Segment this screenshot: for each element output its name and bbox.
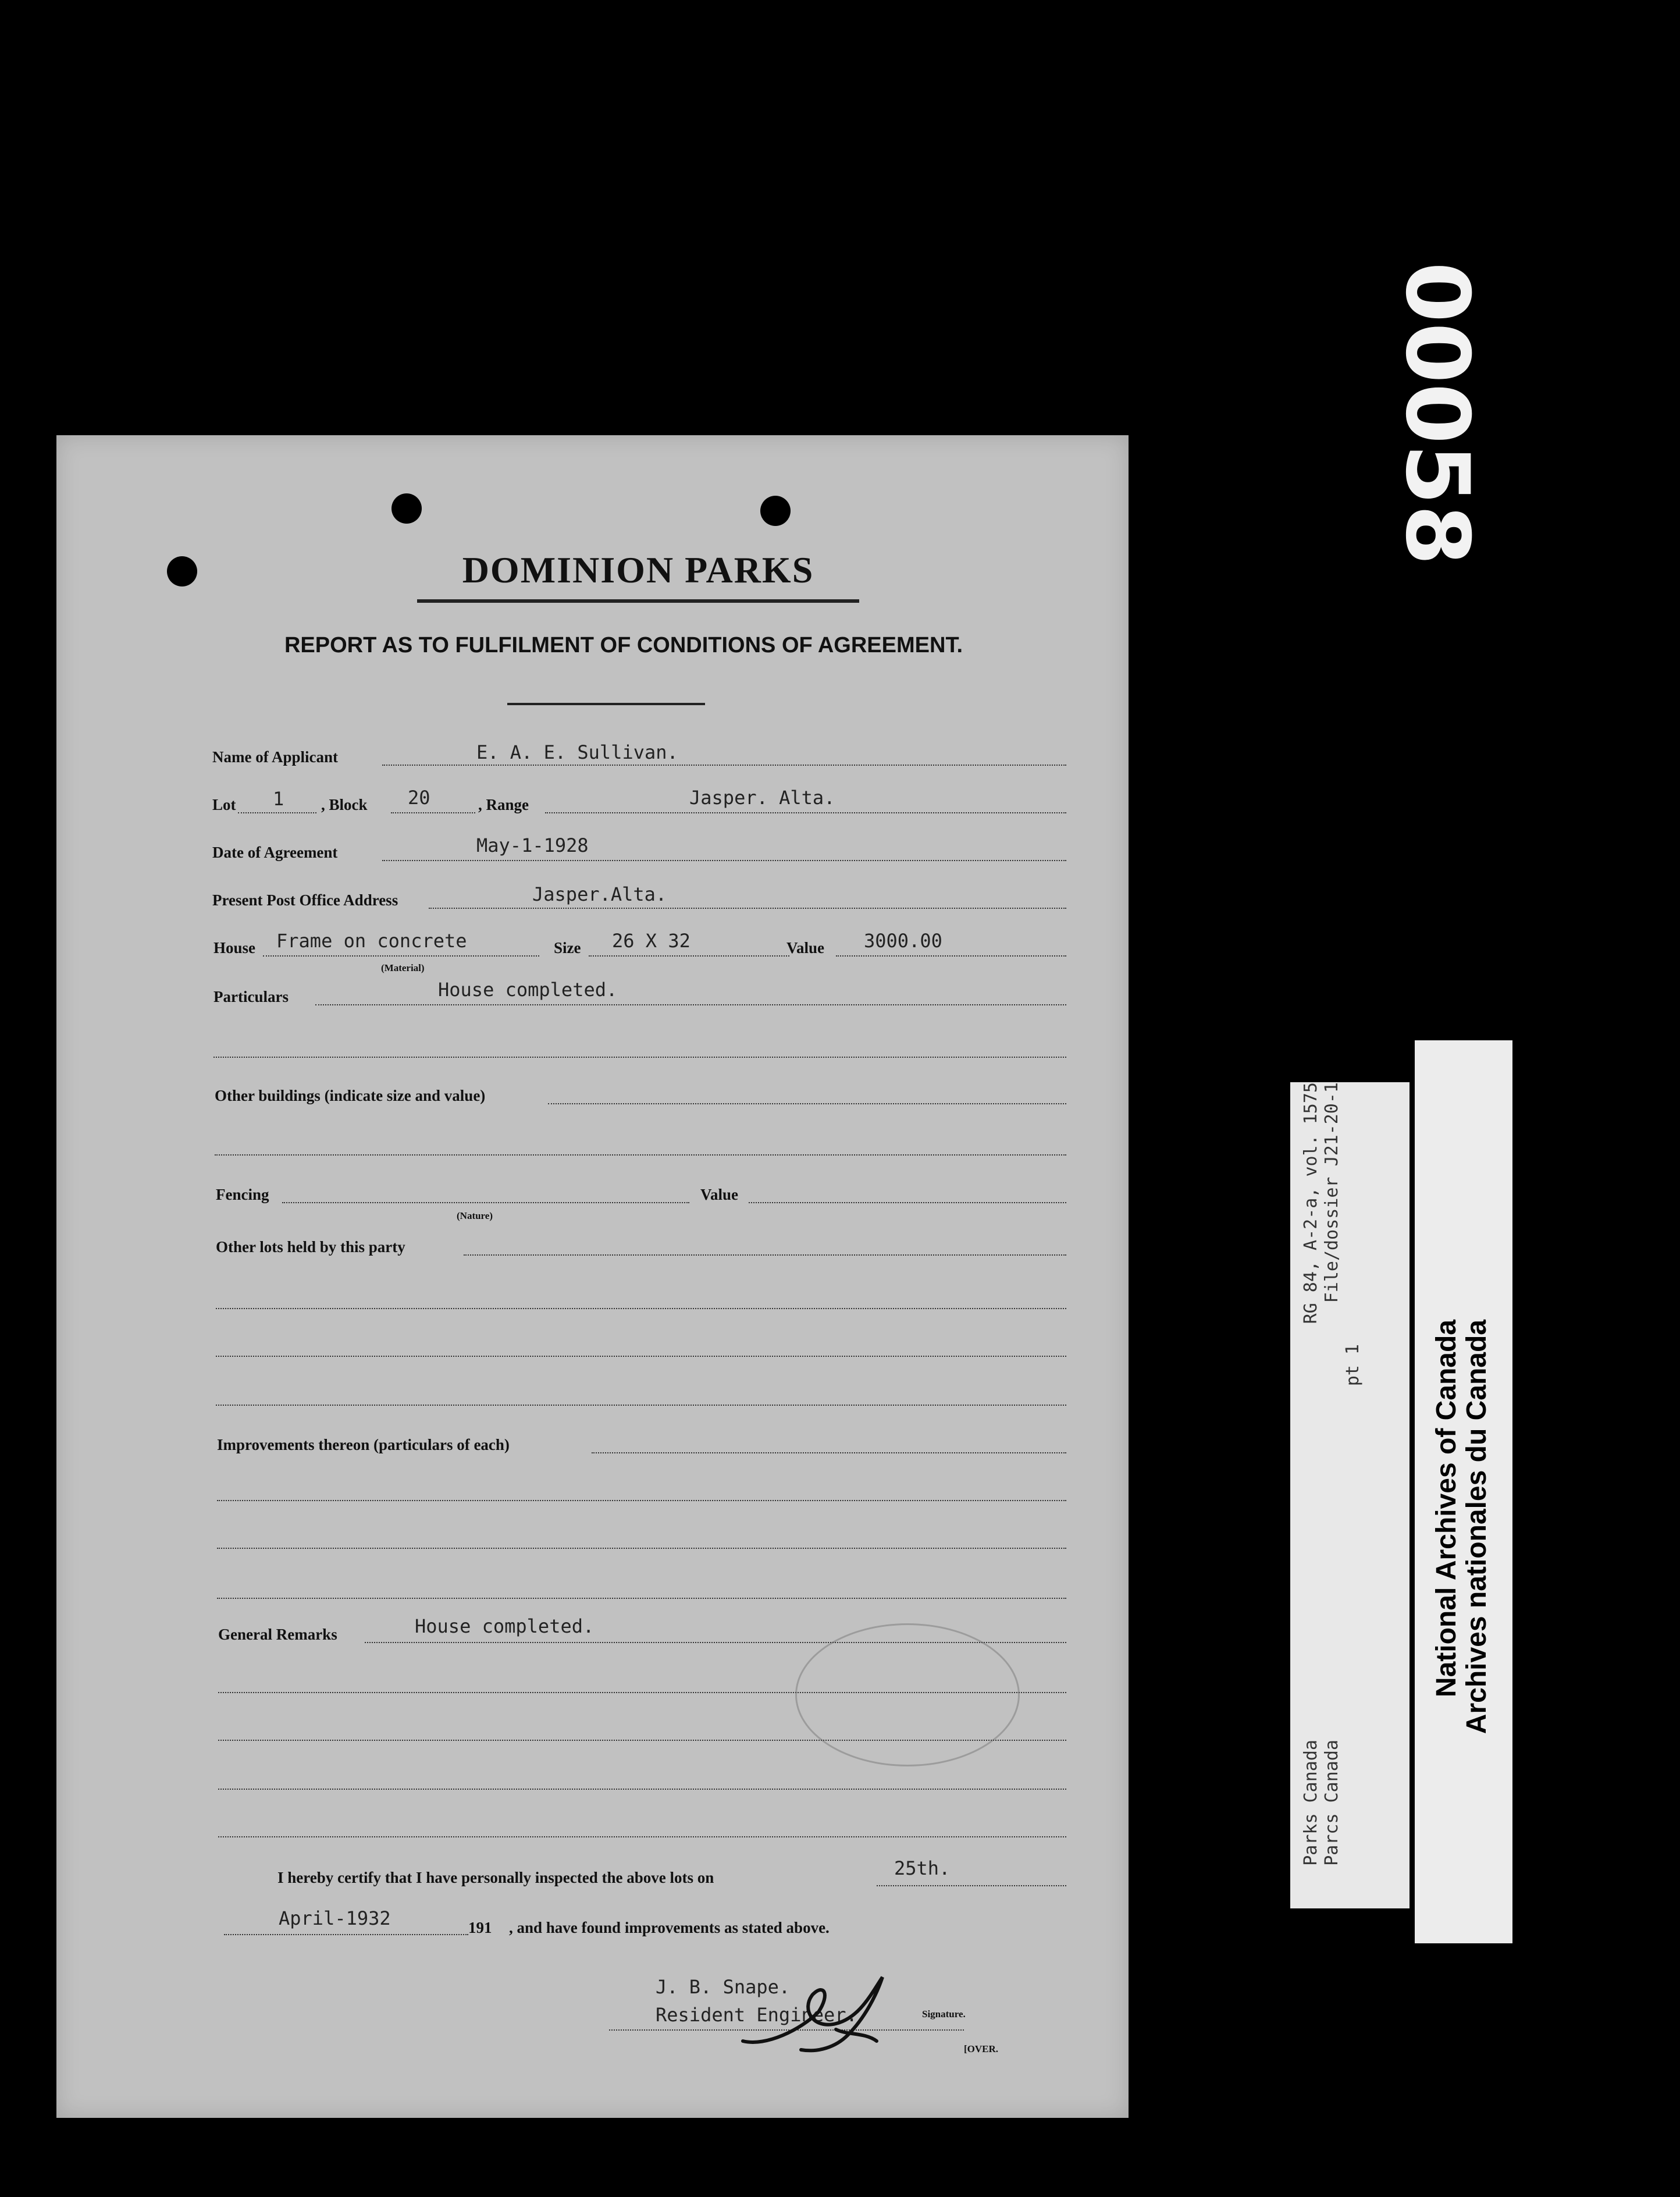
frame-number [1386, 256, 1487, 566]
reference-line-1: RG 84, A-2-a, vol. 1575 [1301, 1082, 1321, 1324]
particulars-label: Particulars [213, 988, 289, 1005]
blank-line [217, 1598, 1066, 1599]
lot-label: Lot [212, 796, 236, 813]
applicant-value: E. A. E. Sullivan. [476, 741, 678, 763]
blank-line [217, 1500, 1066, 1501]
punch-hole [760, 496, 791, 526]
agreement-date-value: May-1-1928 [476, 834, 589, 856]
improvements-line [592, 1452, 1066, 1453]
title-underline [417, 599, 859, 603]
faint-stamp [795, 1623, 1020, 1766]
other-lots-label: Other lots held by this party [216, 1238, 405, 1256]
value-line [836, 955, 1066, 957]
size-value: 26 X 32 [612, 930, 690, 952]
improvements-label: Improvements thereon (particulars of each) [217, 1436, 510, 1453]
fencing-label: Fencing [216, 1186, 269, 1203]
block-line [391, 812, 475, 813]
signature-caption: Signature. [922, 2008, 966, 2020]
inspection-date: April-1932 [279, 1907, 391, 1929]
archives-name-fr: Archives nationales du Canada [1461, 1320, 1492, 1734]
post-office-line [429, 908, 1066, 909]
document-subtitle: REPORT AS TO FULFILMENT OF CONDITIONS OF AGREEMENT. [284, 633, 963, 657]
document-title: DOMINION PARKS [462, 549, 814, 591]
lot-line [238, 812, 316, 813]
report-document [56, 435, 1129, 2118]
divider [507, 703, 705, 705]
house-line [263, 955, 539, 957]
frame-number-text: 00058 [1386, 262, 1487, 566]
fencing-value-line [749, 1202, 1066, 1203]
signer-title: Resident Engineer. [656, 2004, 857, 2026]
blank-line [218, 1789, 1066, 1790]
block-label: , Block [321, 796, 368, 813]
general-remarks-value: House completed. [415, 1615, 595, 1637]
inspection-day: 25th. [894, 1857, 951, 1879]
post-office-value: Jasper.Alta. [532, 883, 667, 905]
range-line [545, 812, 1066, 813]
material-caption: (Material) [381, 962, 425, 973]
over-mark: [OVER. [964, 2043, 999, 2054]
inspection-date-line [224, 1934, 468, 1935]
agreement-date-label: Date of Agreement [212, 844, 338, 861]
blank-line [218, 1836, 1066, 1837]
other-buildings-label: Other buildings (indicate size and value) [215, 1087, 486, 1104]
blank-line [215, 1154, 1066, 1156]
nature-caption: (Nature) [457, 1210, 493, 1221]
agreement-date-line [382, 860, 1066, 861]
certify-end-text: , and have found improvements as stated above. [509, 1919, 830, 1936]
range-label: , Range [478, 796, 529, 813]
applicant-label: Name of Applicant [212, 748, 338, 766]
size-line [589, 955, 789, 957]
agency-fr: Parcs Canada [1322, 1740, 1342, 1866]
agency-en: Parks Canada [1301, 1740, 1321, 1866]
value-label: Value [786, 939, 825, 957]
house-material-value: Frame on concrete [276, 930, 467, 952]
block-value: 20 [408, 787, 430, 809]
fencing-value-label: Value [700, 1186, 739, 1203]
house-label: House [213, 939, 256, 957]
particulars-line [315, 1004, 1066, 1005]
blank-line [213, 1057, 1066, 1058]
blank-line [216, 1308, 1066, 1309]
reference-line-3: pt 1 [1343, 1344, 1363, 1387]
post-office-label: Present Post Office Address [212, 891, 398, 909]
archives-name-en: National Archives of Canada [1431, 1320, 1462, 1698]
archive-reference-card [1290, 1082, 1410, 1908]
applicant-line [382, 765, 1066, 766]
lot-value: 1 [273, 788, 284, 810]
blank-line [217, 1548, 1066, 1549]
value-value: 3000.00 [864, 930, 942, 952]
signer-name: J. B. Snape. [656, 1976, 791, 1998]
range-value: Jasper. Alta. [689, 787, 835, 809]
punch-hole [167, 556, 197, 586]
blank-line [216, 1356, 1066, 1357]
particulars-value: House completed. [438, 979, 618, 1001]
blank-line [216, 1405, 1066, 1406]
general-remarks-label: General Remarks [218, 1626, 337, 1643]
fencing-line [282, 1202, 689, 1203]
other-lots-line [464, 1254, 1066, 1256]
archives-card [1415, 1040, 1512, 1943]
size-label: Size [554, 939, 581, 957]
other-buildings-line [548, 1103, 1066, 1104]
year-prefix: 191 [468, 1919, 492, 1936]
reference-line-2: File/dossier J21-20-1 [1322, 1082, 1342, 1303]
punch-hole [391, 493, 422, 524]
certify-text: I hereby certify that I have personally inspected the above lots on [277, 1869, 714, 1886]
certify-line [877, 1885, 1066, 1886]
handwritten-signature [731, 1960, 929, 2059]
